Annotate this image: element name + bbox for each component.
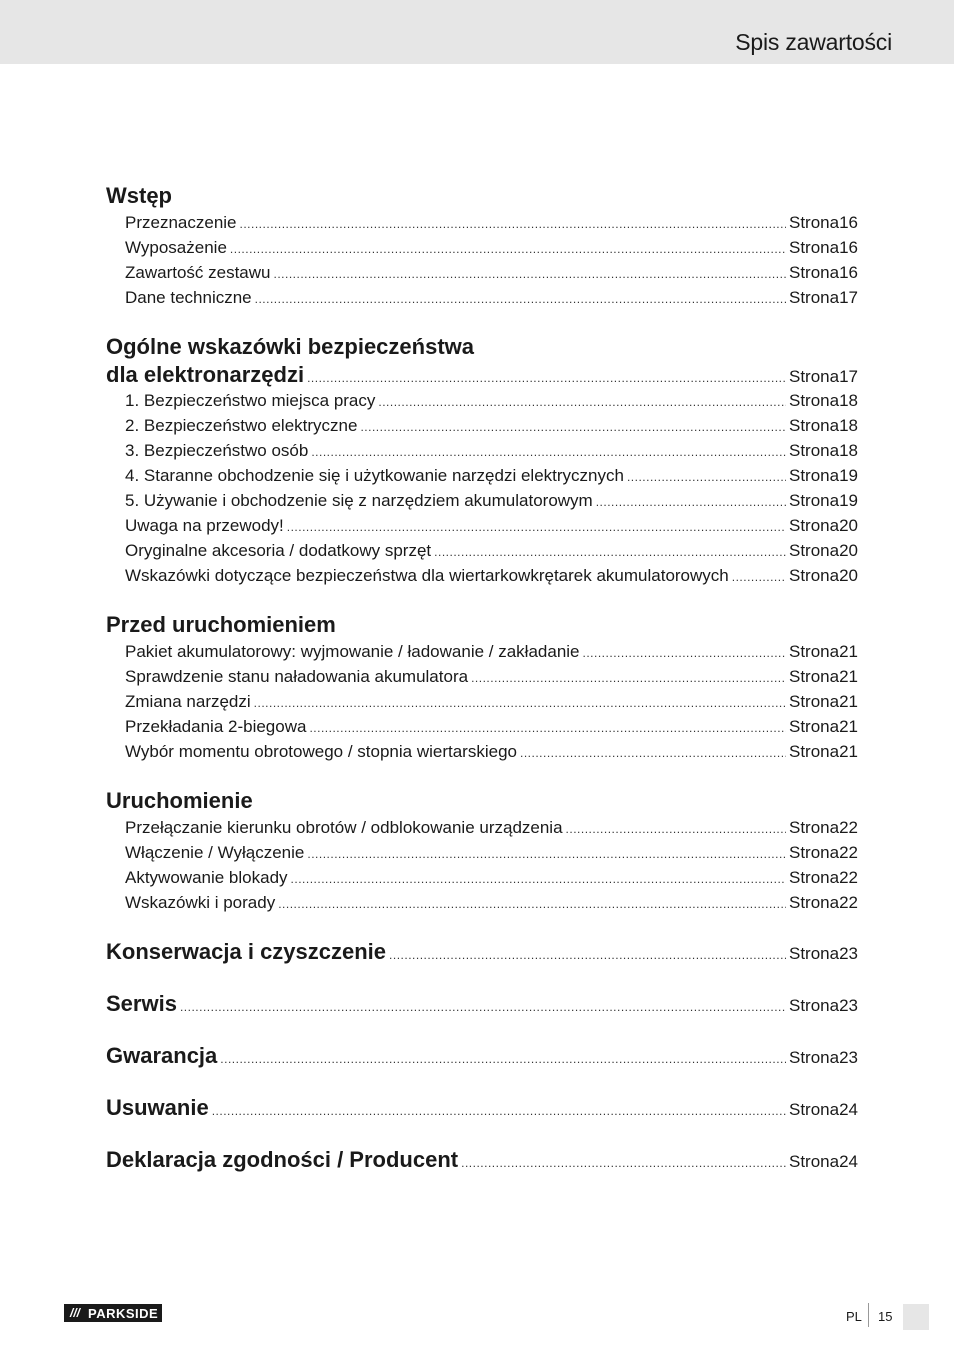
page-word: Strona [788,263,840,282]
dot-leader [254,691,786,716]
section-heading: Ogólne wskazówki bezpieczeństwa [106,334,474,359]
page-number: 17 [839,367,858,386]
dot-leader [230,237,786,262]
page-number-footer: 15 [878,1309,893,1324]
page-word: Strona [788,288,840,307]
dot-leader [180,994,786,1021]
dot-leader [212,1098,786,1125]
entry-label: Przekładania 2-biegowa [125,717,307,736]
section-heading: Usuwanie [106,1095,209,1120]
dot-leader [596,490,786,515]
entry-label: Włączenie / Wyłączenie [125,843,305,862]
page-word: Strona [788,238,840,257]
toc-section-before-start [106,611,858,764]
page-word: Strona [788,667,840,686]
page-word: Strona [788,818,840,837]
page-number: 23 [839,996,858,1015]
dot-leader [291,867,786,892]
toc-entry[interactable] [106,1094,858,1121]
dot-leader [627,465,786,490]
page-word: Strona [788,1152,840,1171]
dot-leader [287,515,786,540]
page-word: Strona [788,843,840,862]
page-word: Strona [788,893,840,912]
page-number: 19 [839,491,858,510]
page-number: 16 [839,213,858,232]
section-heading: Uruchomienie [106,788,253,813]
entry-label: Przeznaczenie [125,213,237,232]
section-heading: Konserwacja i czyszczenie [106,939,387,964]
entry-label: Zawartość zestawu [125,263,271,282]
entry-label: 2. Bezpieczeństwo elektryczne [125,416,358,435]
toc-entry[interactable] [106,689,858,714]
section-heading: Deklaracja zgodności / Producent [106,1147,459,1172]
entry-label: Wybór momentu obrotowego / stopnia wiertarskiego [125,742,517,761]
entry-label: Aktywowanie blokady [125,868,288,887]
toc-entry[interactable] [106,840,858,865]
toc-entry[interactable] [106,260,858,285]
toc-section-wstep [106,182,858,310]
page-word: Strona [788,944,840,963]
page-number: 18 [839,441,858,460]
page-number: 20 [839,566,858,585]
toc-entry[interactable] [106,739,858,764]
page-number: 22 [839,818,858,837]
section-heading: Przed uruchomieniem [106,612,336,637]
page-number: 18 [839,391,858,410]
page-number: 23 [839,1048,858,1067]
toc-entry[interactable] [106,990,858,1017]
toc-section-disposal [106,1094,858,1121]
toc-section-warranty [106,1042,858,1069]
page-number: 22 [839,843,858,862]
entry-label: 5. Używanie i obchodzenie się z narzędziem akumulatorowym [125,491,593,510]
toc-entry[interactable] [106,361,858,388]
entry-label: Oryginalne akcesoria / dodatkowy sprzęt [125,541,432,560]
dot-leader [360,415,786,440]
section-heading: Wstęp [106,183,172,208]
page-word: Strona [788,566,840,585]
entry-label: 3. Bezpieczeństwo osób [125,441,309,460]
table-of-contents [106,182,858,1198]
toc-entry[interactable] [106,463,858,488]
toc-entry[interactable] [106,865,858,890]
dot-leader [434,540,786,565]
page-number: 24 [839,1152,858,1171]
dot-leader [461,1150,786,1177]
entry-label: 4. Staranne obchodzenie się i użytkowanie narzędzi elektrycznych [125,466,624,485]
page-word: Strona [788,742,840,761]
page-number: 18 [839,416,858,435]
dot-leader [471,666,786,691]
page-number: 20 [839,541,858,560]
page-word: Strona [788,441,840,460]
toc-entry[interactable] [106,664,858,689]
page-word: Strona [788,541,840,560]
dot-leader [311,440,786,465]
dot-leader [240,212,786,237]
page-word: Strona [788,692,840,711]
toc-entry[interactable] [106,388,858,413]
dot-leader [255,287,786,312]
toc-section-declaration [106,1146,858,1173]
toc-entry[interactable] [106,815,858,840]
toc-entry[interactable] [106,639,858,664]
page-number: 22 [839,893,858,912]
page-number: 21 [839,667,858,686]
toc-entry[interactable] [106,538,858,563]
page-word: Strona [788,367,840,386]
footer-divider [868,1303,869,1327]
page-number: 22 [839,868,858,887]
entry-label: Sprawdzenie stanu naładowania akumulatora [125,667,469,686]
page-number: 21 [839,642,858,661]
dot-leader [278,892,786,917]
page-word: Strona [788,1048,840,1067]
section-heading: Gwarancja [106,1043,218,1068]
page-number: 21 [839,692,858,711]
logo-text: PARKSIDE [86,1304,162,1322]
language-code: PL [846,1309,862,1324]
page-number: 17 [839,288,858,307]
page-number: 19 [839,466,858,485]
toc-entry[interactable] [106,285,858,310]
dot-leader [378,390,786,415]
page-word: Strona [788,516,840,535]
section-heading-continued: dla elektronarzędzi [106,362,305,387]
toc-entry[interactable] [106,210,858,235]
toc-section-maintenance [106,938,858,965]
page-word: Strona [788,642,840,661]
page-word: Strona [788,466,840,485]
entry-label: Wskazówki dotyczące bezpieczeństwa dla wiertarkowkrętarek akumulatorowych [125,566,729,585]
entry-label: Uwaga na przewody! [125,516,284,535]
toc-entry[interactable] [106,714,858,739]
entry-label: 1. Bezpieczeństwo miejsca pracy [125,391,376,410]
dot-leader [520,741,786,766]
toc-section-safety [106,333,858,588]
toc-section-service [106,990,858,1017]
page-word: Strona [788,717,840,736]
dot-leader [389,942,786,969]
toc-entry[interactable] [106,563,858,588]
toc-entry[interactable] [106,1146,858,1173]
page-number: 20 [839,516,858,535]
toc-entry[interactable] [106,235,858,260]
section-heading: Serwis [106,991,177,1016]
parkside-logo [64,1304,162,1322]
entry-label: Przełączanie kierunku obrotów / odblokowanie urządzenia [125,818,563,837]
page-number: 23 [839,944,858,963]
toc-entry[interactable] [106,438,858,463]
dot-leader [309,716,786,741]
entry-label: Dane techniczne [125,288,252,307]
page-word: Strona [788,213,840,232]
page-word: Strona [788,391,840,410]
toc-entry[interactable] [106,513,858,538]
entry-label: Wyposażenie [125,238,227,257]
toc-section-start [106,787,858,915]
page-word: Strona [788,416,840,435]
entry-label: Zmiana narzędzi [125,692,251,711]
page-number: 21 [839,717,858,736]
page-number: 24 [839,1100,858,1119]
entry-label: Pakiet akumulatorowy: wyjmowanie / ładowanie / zakładanie [125,642,580,661]
dot-leader [274,262,786,287]
toc-entry[interactable] [106,413,858,438]
dot-leader [583,641,786,666]
toc-entry[interactable] [106,938,858,965]
logo-slashes: /// [64,1304,86,1322]
page-number: 21 [839,742,858,761]
toc-entry[interactable] [106,890,858,915]
page-word: Strona [788,868,840,887]
footer-tab-marker [903,1304,929,1330]
page-number: 16 [839,238,858,257]
dot-leader [566,817,786,842]
entry-label: Wskazówki i porady [125,893,276,912]
dot-leader [220,1046,786,1073]
dot-leader [307,842,786,867]
page-word: Strona [788,1100,840,1119]
toc-entry[interactable] [106,488,858,513]
page-title: Spis zawartości [735,29,892,55]
dot-leader [307,365,786,392]
page-word: Strona [788,491,840,510]
page-number: 16 [839,263,858,282]
dot-leader [732,565,786,590]
toc-entry[interactable] [106,1042,858,1069]
page-word: Strona [788,996,840,1015]
